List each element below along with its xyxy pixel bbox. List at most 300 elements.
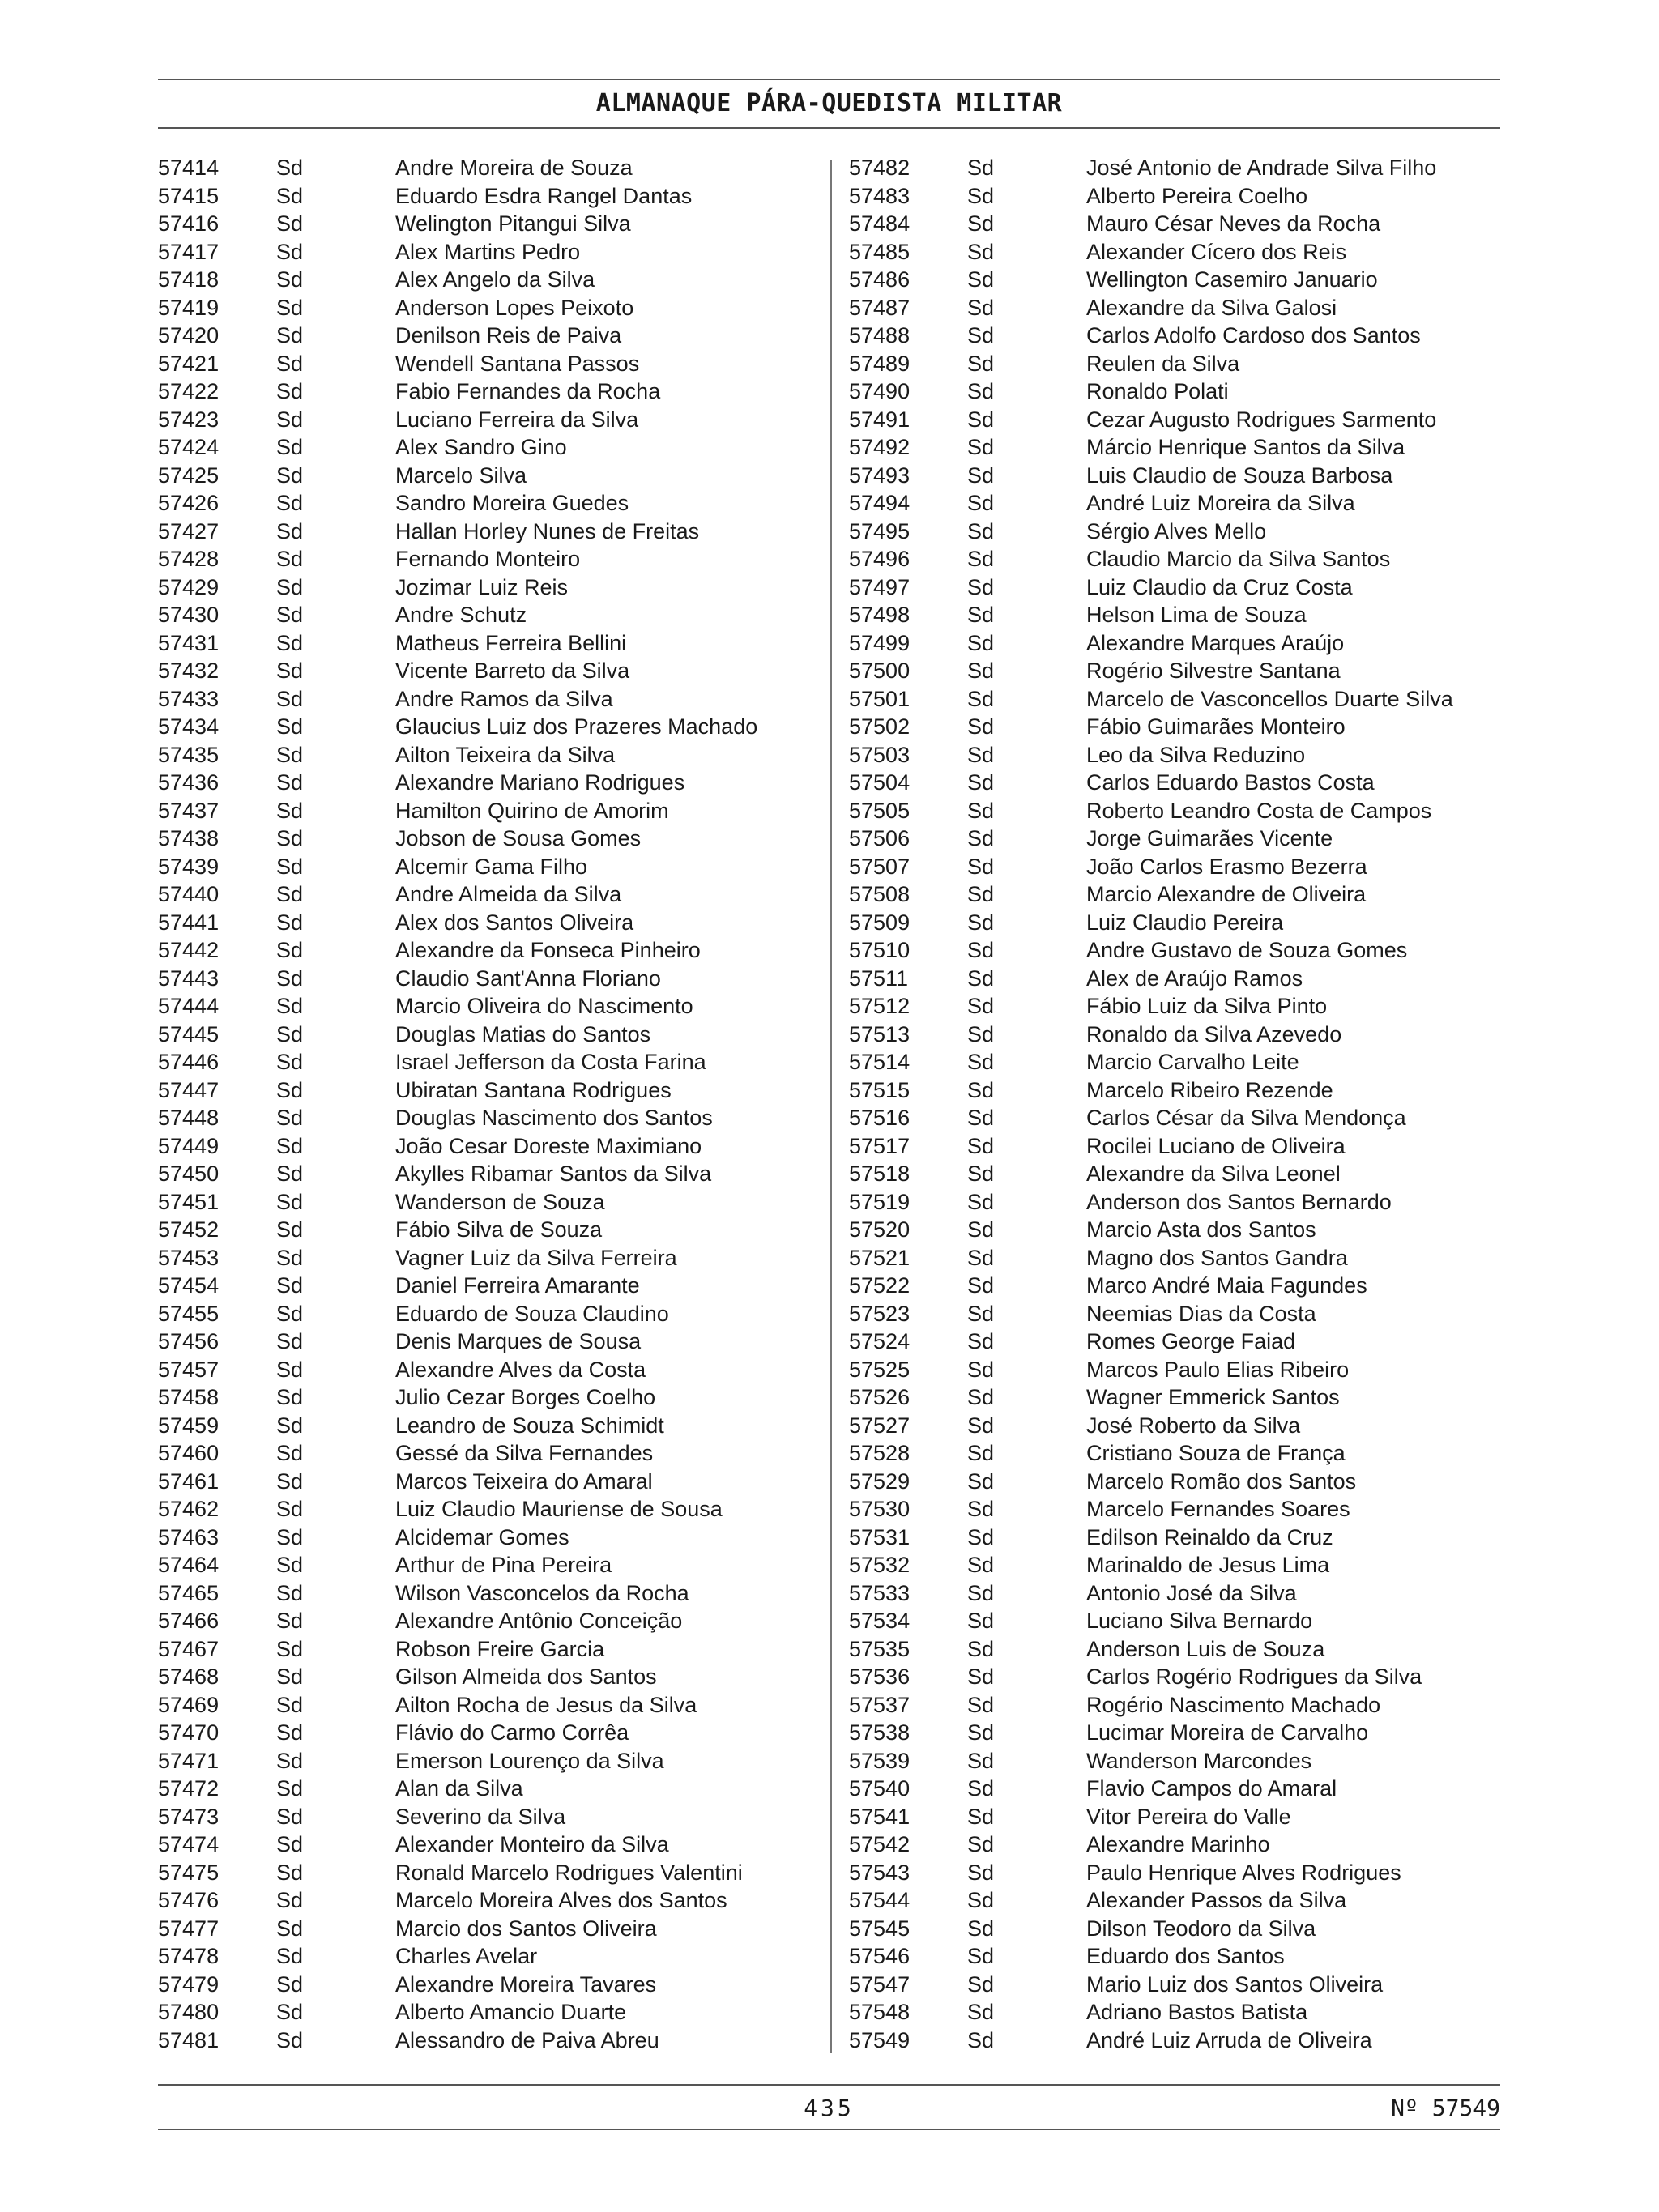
soldier-name: Fábio Silva de Souza <box>395 1217 603 1242</box>
roster-row <box>158 1719 822 1747</box>
roster-row <box>158 238 822 266</box>
roster-row <box>849 266 1513 294</box>
soldier-name: Leandro de Souza Schimidt <box>395 1413 664 1438</box>
soldier-name: Marcos Paulo Elias Ribeiro <box>1086 1357 1350 1382</box>
rank: Sd <box>967 1776 995 1801</box>
roster-row <box>158 1551 822 1579</box>
soldier-name: Luiz Claudio da Cruz Costa <box>1086 574 1353 599</box>
rank: Sd <box>967 491 995 515</box>
rank: Sd <box>276 1413 304 1438</box>
roster-row <box>849 1272 1513 1300</box>
roster-row <box>849 909 1513 937</box>
service-number: 57548 <box>849 2000 911 2024</box>
soldier-name: Douglas Matias do Santos <box>395 1021 651 1046</box>
roster-row <box>849 210 1513 238</box>
roster-row <box>158 1272 822 1300</box>
rank: Sd <box>276 351 304 376</box>
rank: Sd <box>967 1161 995 1186</box>
rank: Sd <box>276 1748 304 1773</box>
rank: Sd <box>967 183 995 208</box>
roster-row <box>849 1998 1513 2027</box>
rank: Sd <box>276 1636 304 1661</box>
soldier-name: Hallan Horley Nunes de Freitas <box>395 518 700 543</box>
rank: Sd <box>276 407 304 432</box>
service-number: 57497 <box>849 574 911 599</box>
roster-row <box>849 1551 1513 1579</box>
soldier-name: Marcelo Romão dos Santos <box>1086 1468 1357 1494</box>
roster-row <box>849 713 1513 741</box>
soldier-name: Daniel Ferreira Amarante <box>395 1273 640 1298</box>
soldier-name: Wendell Santana Passos <box>395 351 640 376</box>
roster-row <box>849 1300 1513 1328</box>
footer-rule-bottom <box>158 2129 1500 2130</box>
roster-row <box>849 1663 1513 1691</box>
soldier-name: Andre Ramos da Silva <box>395 686 613 711</box>
rank: Sd <box>967 1860 995 1885</box>
roster-row <box>158 406 822 434</box>
service-number: 57537 <box>849 1692 911 1717</box>
soldier-name: José Roberto da Silva <box>1086 1413 1301 1438</box>
service-number: 57496 <box>849 547 911 571</box>
rank: Sd <box>276 1664 304 1689</box>
service-number: 57503 <box>849 742 911 767</box>
soldier-name: Dilson Teodoro da Silva <box>1086 1916 1316 1941</box>
roster-row <box>849 1942 1513 1971</box>
service-number: 57465 <box>158 1580 220 1605</box>
roster-row <box>849 1495 1513 1524</box>
roster-row <box>158 965 822 993</box>
service-number: 57527 <box>849 1413 911 1438</box>
roster-row <box>849 685 1513 714</box>
roster-row <box>158 1775 822 1803</box>
roster-row <box>158 1635 822 1664</box>
service-number: 57549 <box>849 2027 911 2052</box>
rank: Sd <box>967 1832 995 1856</box>
service-number: 57505 <box>849 798 911 823</box>
soldier-name: Marcio Alexandre de Oliveira <box>1086 882 1367 906</box>
roster-row <box>158 825 822 853</box>
soldier-name: Carlos Rogério Rodrigues da Silva <box>1086 1664 1422 1689</box>
soldier-name: Alexandre Antônio Conceição <box>395 1609 683 1633</box>
rank: Sd <box>276 1888 304 1912</box>
roster-row <box>158 1942 822 1971</box>
rank: Sd <box>276 239 304 264</box>
service-number: 57427 <box>158 518 220 543</box>
roster-row <box>849 154 1513 182</box>
soldier-name: Marcelo Fernandes Soares <box>1086 1497 1350 1521</box>
roster-row <box>158 1188 822 1217</box>
roster-row <box>849 1356 1513 1384</box>
rank: Sd <box>967 1580 995 1605</box>
rank: Sd <box>967 1106 995 1130</box>
roster-row <box>158 713 822 741</box>
rank: Sd <box>967 407 995 432</box>
rank: Sd <box>276 491 304 515</box>
service-number: 57499 <box>849 630 911 655</box>
roster-row <box>158 1216 822 1244</box>
soldier-name: Wanderson Marcondes <box>1086 1748 1312 1773</box>
roster-row <box>849 1886 1513 1915</box>
soldier-name: Alex de Araújo Ramos <box>1086 965 1303 991</box>
soldier-name: Alberto Pereira Coelho <box>1086 183 1308 208</box>
service-number: 57423 <box>158 407 220 432</box>
service-number: 57529 <box>849 1468 911 1494</box>
roster-row <box>158 462 822 490</box>
rank: Sd <box>967 1441 995 1465</box>
soldier-name: Ronald Marcelo Rodrigues Valentini <box>395 1860 743 1885</box>
rank: Sd <box>967 1021 995 1046</box>
service-number: 57426 <box>158 491 220 515</box>
service-number: 57523 <box>849 1301 911 1326</box>
rank: Sd <box>276 1329 304 1353</box>
service-number: 57518 <box>849 1161 911 1186</box>
service-number: 57540 <box>849 1776 911 1801</box>
rank: Sd <box>967 938 995 962</box>
roster-row <box>158 1383 822 1412</box>
service-number: 57495 <box>849 518 911 543</box>
service-number: 57470 <box>158 1720 220 1745</box>
soldier-name: Edilson Reinaldo da Cruz <box>1086 1524 1333 1549</box>
soldier-name: Cristiano Souza de França <box>1086 1441 1346 1465</box>
soldier-name: Carlos Adolfo Cardoso dos Santos <box>1086 323 1421 347</box>
soldier-name: Mauro César Neves da Rocha <box>1086 211 1381 236</box>
soldier-name: Fábio Luiz da Silva Pinto <box>1086 994 1328 1018</box>
rank: Sd <box>967 742 995 767</box>
soldier-name: Alexandre Marinho <box>1086 1832 1270 1856</box>
rank: Sd <box>276 1245 304 1270</box>
service-number: 57492 <box>849 435 911 459</box>
soldier-name: Antonio José da Silva <box>1086 1580 1297 1605</box>
rank: Sd <box>276 994 304 1018</box>
roster-row <box>158 1021 822 1049</box>
rank: Sd <box>276 1468 304 1494</box>
roster-row <box>158 545 822 573</box>
roster-row <box>158 1356 822 1384</box>
service-number: 57521 <box>849 1245 911 1270</box>
roster-row <box>158 1915 822 1943</box>
roster-row <box>849 518 1513 546</box>
roster-row <box>158 377 822 406</box>
rank: Sd <box>967 965 995 991</box>
header-rule-top <box>158 79 1500 80</box>
roster-row <box>849 1635 1513 1664</box>
service-number: 57522 <box>849 1273 911 1298</box>
roster-row <box>158 1691 822 1720</box>
service-number: 57434 <box>158 714 220 739</box>
roster-row <box>849 657 1513 685</box>
roster-row <box>849 1607 1513 1635</box>
roster-row <box>158 1579 822 1608</box>
soldier-name: Romes George Faiad <box>1086 1329 1296 1353</box>
roster-row <box>158 294 822 322</box>
service-number: 57464 <box>158 1553 220 1577</box>
soldier-name: Marcos Teixeira do Amaral <box>395 1468 653 1494</box>
soldier-name: Alessandro de Paiva Abreu <box>395 2027 659 2052</box>
roster-row <box>158 1439 822 1468</box>
rank: Sd <box>967 1413 995 1438</box>
service-number: 57435 <box>158 742 220 767</box>
roster-row <box>158 1998 822 2027</box>
soldier-name: Fábio Guimarães Monteiro <box>1086 714 1346 739</box>
rank: Sd <box>276 1860 304 1885</box>
service-number: 57524 <box>849 1329 911 1353</box>
rank: Sd <box>967 658 995 683</box>
rank: Sd <box>276 910 304 935</box>
rank: Sd <box>276 1077 304 1102</box>
service-number: 57542 <box>849 1832 911 1856</box>
service-number: 57490 <box>849 379 911 403</box>
service-number: 57487 <box>849 295 911 320</box>
service-number: 57535 <box>849 1636 911 1661</box>
service-number: 57539 <box>849 1748 911 1773</box>
roster-row <box>849 1579 1513 1608</box>
rank: Sd <box>967 156 995 180</box>
rank: Sd <box>276 798 304 823</box>
soldier-name: Julio Cezar Borges Coelho <box>395 1385 656 1409</box>
service-number: 57485 <box>849 239 911 264</box>
soldier-name: Marcelo Ribeiro Rezende <box>1086 1077 1333 1102</box>
roster-row <box>849 1021 1513 1049</box>
rank: Sd <box>276 965 304 991</box>
roster-row <box>158 1104 822 1132</box>
roster-row <box>849 406 1513 434</box>
roster-row <box>158 1747 822 1775</box>
rank: Sd <box>967 2000 995 2024</box>
roster-row <box>158 1859 822 1887</box>
soldier-name: Leo da Silva Reduzino <box>1086 742 1306 767</box>
roster-row <box>158 433 822 462</box>
rank: Sd <box>967 1692 995 1717</box>
service-number: 57519 <box>849 1189 911 1214</box>
service-number: 57484 <box>849 211 911 236</box>
rank: Sd <box>276 1133 304 1158</box>
soldier-name: Marcio Asta dos Santos <box>1086 1217 1316 1242</box>
rank: Sd <box>276 1189 304 1214</box>
roster-row <box>158 1328 822 1356</box>
roster-row <box>849 601 1513 629</box>
soldier-name: Eduardo de Souza Claudino <box>395 1301 669 1326</box>
soldier-name: Douglas Nascimento dos Santos <box>395 1106 713 1130</box>
soldier-name: Alcemir Gama Filho <box>395 854 588 879</box>
rank: Sd <box>967 1524 995 1549</box>
roster-row <box>158 518 822 546</box>
service-number: 57520 <box>849 1217 911 1242</box>
roster-row <box>849 965 1513 993</box>
soldier-name: Alan da Silva <box>395 1776 523 1801</box>
service-number: 57513 <box>849 1021 911 1046</box>
service-number: 57463 <box>158 1524 220 1549</box>
roster-row <box>158 1160 822 1188</box>
roster-row <box>158 1048 822 1076</box>
service-number: 57468 <box>158 1664 220 1689</box>
roster-row <box>849 1383 1513 1412</box>
service-number: 57422 <box>158 379 220 403</box>
rank: Sd <box>276 630 304 655</box>
soldier-name: Ailton Teixeira da Silva <box>395 742 616 767</box>
roster-row <box>158 657 822 685</box>
roster-row <box>158 853 822 881</box>
roster-row <box>849 1747 1513 1775</box>
service-number: 57436 <box>158 770 220 795</box>
service-number: 57451 <box>158 1189 220 1214</box>
rank: Sd <box>276 518 304 543</box>
service-number: 57531 <box>849 1524 911 1549</box>
soldier-name: Marcelo Silva <box>395 462 527 488</box>
soldier-name: Eduardo dos Santos <box>1086 1944 1285 1968</box>
roster-row <box>158 154 822 182</box>
soldier-name: Jozimar Luiz Reis <box>395 574 569 599</box>
soldier-name: Emerson Lourenço da Silva <box>395 1748 664 1773</box>
service-number: 57420 <box>158 323 220 347</box>
roster-row <box>158 1132 822 1161</box>
roster-row <box>849 350 1513 378</box>
rank: Sd <box>967 295 995 320</box>
service-number: 57448 <box>158 1106 220 1130</box>
service-number: 57486 <box>849 267 911 292</box>
soldier-name: Marcio Carvalho Leite <box>1086 1050 1299 1074</box>
roster-row <box>849 182 1513 211</box>
soldier-name: Matheus Ferreira Bellini <box>395 630 627 655</box>
rank: Sd <box>276 938 304 962</box>
service-number: 57432 <box>158 658 220 683</box>
roster-row <box>849 294 1513 322</box>
roster-row <box>849 1831 1513 1859</box>
soldier-name: Claudio Marcio da Silva Santos <box>1086 547 1391 571</box>
soldier-name: Carlos Eduardo Bastos Costa <box>1086 770 1375 795</box>
service-number: 57433 <box>158 686 220 711</box>
soldier-name: Vagner Luiz da Silva Ferreira <box>395 1245 677 1270</box>
service-number: 57461 <box>158 1468 220 1494</box>
service-number: 57541 <box>849 1804 911 1829</box>
soldier-name: Akylles Ribamar Santos da Silva <box>395 1161 712 1186</box>
rank: Sd <box>276 1971 304 1997</box>
roster-row <box>849 1775 1513 1803</box>
roster-row <box>158 1412 822 1440</box>
soldier-name: Cezar Augusto Rodrigues Sarmento <box>1086 407 1437 432</box>
soldier-name: Alex Martins Pedro <box>395 239 581 264</box>
service-number: 57498 <box>849 603 911 627</box>
rank: Sd <box>276 1441 304 1465</box>
roster-row <box>849 1244 1513 1272</box>
service-number: 57544 <box>849 1888 911 1912</box>
roster-row <box>849 573 1513 602</box>
soldier-name: Severino da Silva <box>395 1804 566 1829</box>
soldier-name: Rogério Nascimento Machado <box>1086 1692 1381 1717</box>
roster-row <box>849 1132 1513 1161</box>
soldier-name: Sérgio Alves Mello <box>1086 518 1267 543</box>
soldier-name: Andre Schutz <box>395 603 527 627</box>
roster-row <box>849 992 1513 1021</box>
roster-row <box>849 1915 1513 1943</box>
rank: Sd <box>276 1301 304 1326</box>
soldier-name: João Carlos Erasmo Bezerra <box>1086 854 1367 879</box>
roster-row <box>849 377 1513 406</box>
roster-column-right <box>849 154 1513 2054</box>
soldier-name: Eduardo Esdra Rangel Dantas <box>395 183 693 208</box>
roster-row <box>158 182 822 211</box>
service-number: 57446 <box>158 1050 220 1074</box>
service-number: 57437 <box>158 798 220 823</box>
soldier-name: Denis Marques de Sousa <box>395 1329 642 1353</box>
rank: Sd <box>967 239 995 264</box>
roster-row <box>158 1524 822 1552</box>
soldier-name: Vitor Pereira do Valle <box>1086 1804 1291 1829</box>
service-number: 57424 <box>158 435 220 459</box>
soldier-name: Hamilton Quirino de Amorim <box>395 798 669 823</box>
service-number: 57476 <box>158 1888 220 1912</box>
soldier-name: Magno dos Santos Gandra <box>1086 1245 1348 1270</box>
soldier-name: Ubiratan Santana Rodrigues <box>395 1077 672 1102</box>
footer-rule-top <box>158 2084 1500 2086</box>
roster-row <box>158 909 822 937</box>
soldier-name: Alexandre Moreira Tavares <box>395 1971 657 1997</box>
roster-row <box>158 210 822 238</box>
roster-row <box>849 1104 1513 1132</box>
soldier-name: Anderson dos Santos Bernardo <box>1086 1189 1392 1214</box>
roster-column-left <box>158 154 822 2054</box>
rank: Sd <box>967 1273 995 1298</box>
rank: Sd <box>276 686 304 711</box>
soldier-name: Alex Angelo da Silva <box>395 267 595 292</box>
soldier-name: Marcio dos Santos Oliveira <box>395 1916 657 1941</box>
rank: Sd <box>967 1468 995 1494</box>
rank: Sd <box>967 1385 995 1409</box>
soldier-name: Gessé da Silva Fernandes <box>395 1441 654 1465</box>
rank: Sd <box>276 574 304 599</box>
soldier-name: Wilson Vasconcelos da Rocha <box>395 1580 689 1605</box>
service-number: 57414 <box>158 156 220 180</box>
roster-row <box>158 1663 822 1691</box>
rank: Sd <box>967 1720 995 1745</box>
roster-row <box>158 573 822 602</box>
soldier-name: Welington Pitangui Silva <box>395 211 631 236</box>
service-number: 57421 <box>158 351 220 376</box>
soldier-name: Helson Lima de Souza <box>1086 603 1307 627</box>
rank: Sd <box>276 1357 304 1382</box>
soldier-name: Alcidemar Gomes <box>395 1524 569 1549</box>
service-number: 57457 <box>158 1357 220 1382</box>
soldier-name: Luiz Claudio Pereira <box>1086 910 1284 935</box>
soldier-name: Marinaldo de Jesus Lima <box>1086 1553 1330 1577</box>
service-number: 57538 <box>849 1720 911 1745</box>
soldier-name: Alexandre Marques Araújo <box>1086 630 1345 655</box>
rank: Sd <box>967 1217 995 1242</box>
roster-row <box>158 1244 822 1272</box>
service-number: 57507 <box>849 854 911 879</box>
roster-row <box>158 489 822 518</box>
soldier-name: Neemias Dias da Costa <box>1086 1301 1316 1326</box>
service-number: 57546 <box>849 1944 911 1968</box>
roster-row <box>849 1859 1513 1887</box>
service-number: 57508 <box>849 882 911 906</box>
service-number: 57504 <box>849 770 911 795</box>
soldier-name: Robson Freire Garcia <box>395 1636 605 1661</box>
rank: Sd <box>276 1944 304 1968</box>
roster-row <box>849 1468 1513 1496</box>
rank: Sd <box>276 1106 304 1130</box>
service-number: 57456 <box>158 1329 220 1353</box>
rank: Sd <box>276 770 304 795</box>
rank: Sd <box>967 882 995 906</box>
rank: Sd <box>967 854 995 879</box>
roster-row <box>158 797 822 825</box>
rank: Sd <box>967 1245 995 1270</box>
soldier-name: Alexandre Alves da Costa <box>395 1357 646 1382</box>
soldier-name: Alex Sandro Gino <box>395 435 567 459</box>
rank: Sd <box>276 1720 304 1745</box>
service-number: 57474 <box>158 1832 220 1856</box>
service-number: 57442 <box>158 938 220 962</box>
